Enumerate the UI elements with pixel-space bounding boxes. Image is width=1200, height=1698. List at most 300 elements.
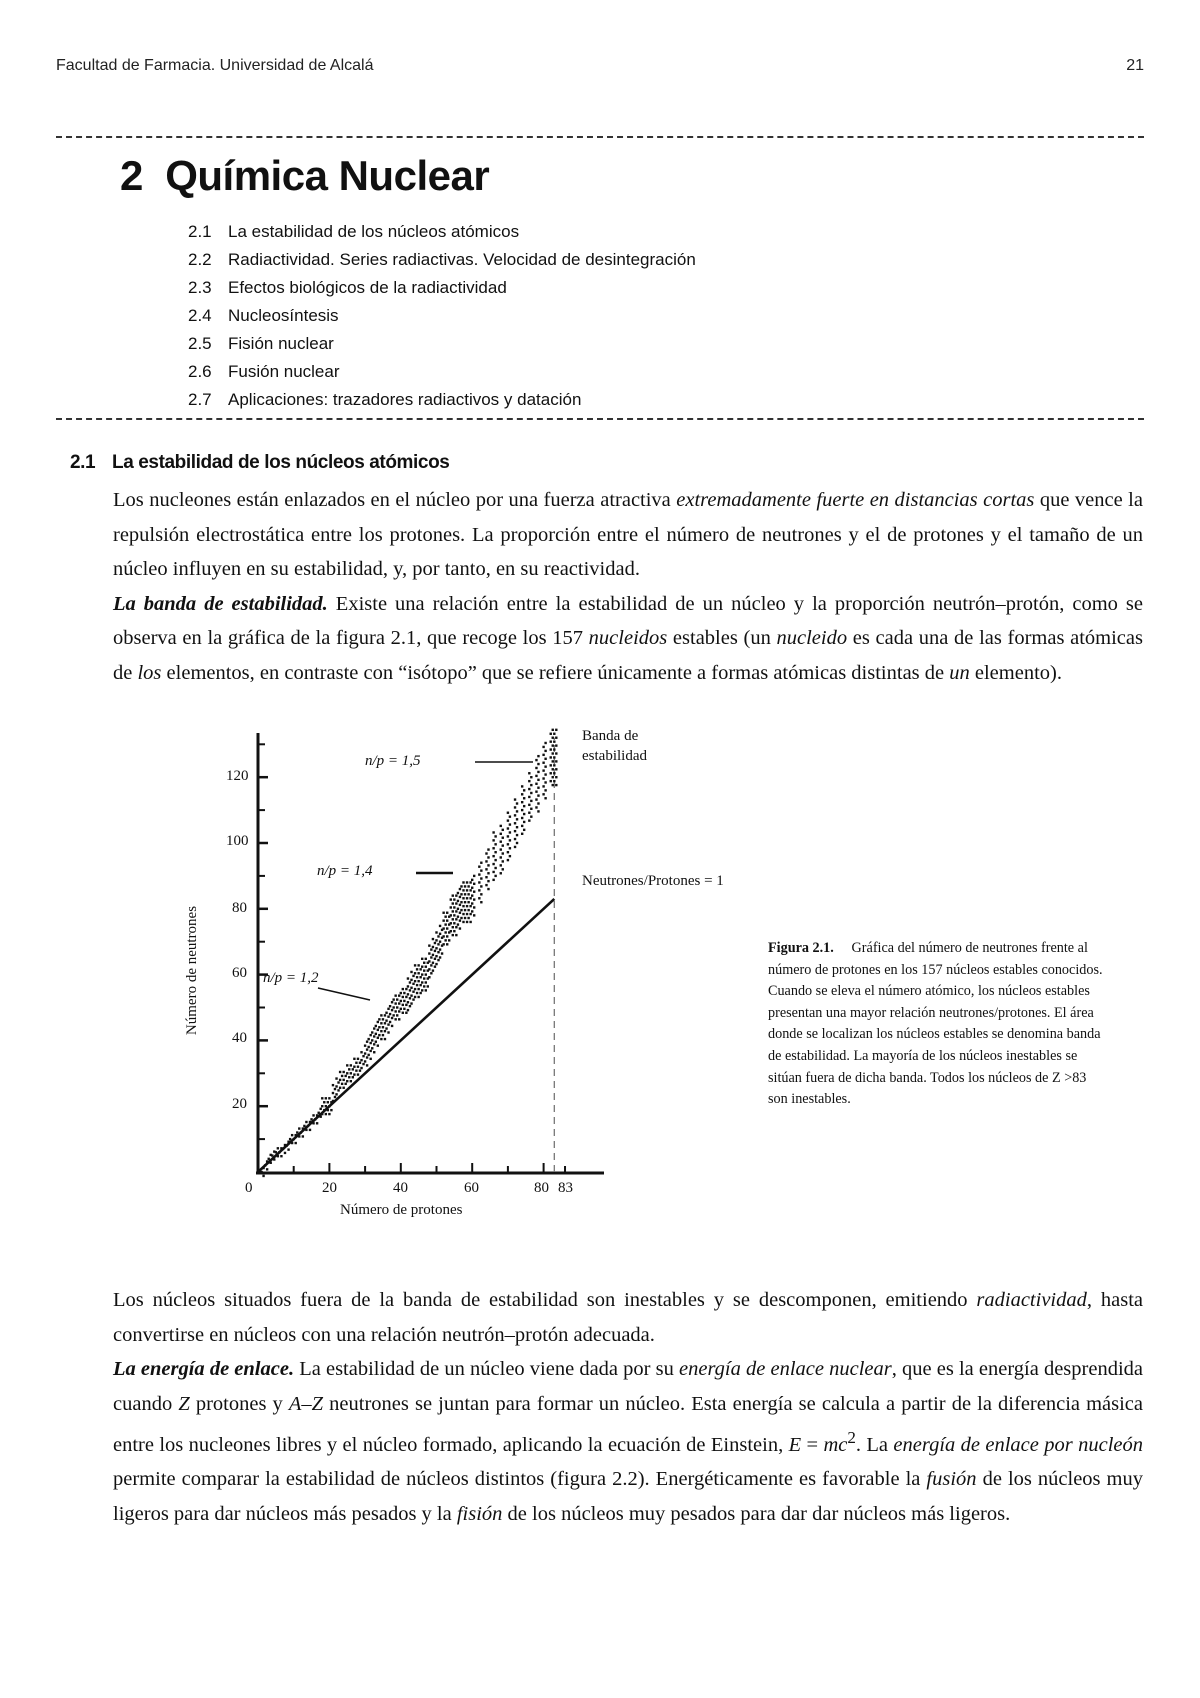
nuclide-point (437, 951, 439, 953)
nuclide-point (521, 817, 523, 819)
nuclide-point (537, 755, 539, 757)
nuclide-point (502, 844, 504, 846)
nuclide-point (523, 813, 525, 815)
nuclide-point (384, 1030, 386, 1032)
nuclide-point (287, 1148, 289, 1150)
nuclide-point (453, 914, 455, 916)
nuclide-point (480, 893, 482, 895)
nuclide-point (327, 1109, 329, 1111)
nuclide-point (444, 931, 446, 933)
nuclide-point (507, 843, 509, 845)
text-run: estables (un (667, 627, 777, 649)
nuclide-point (555, 760, 557, 762)
nuclide-point (469, 921, 471, 923)
paragraph-1 (113, 483, 1143, 587)
nuclide-point (459, 896, 461, 898)
nuclide-point (362, 1055, 364, 1057)
nuclide-point (384, 1022, 386, 1024)
nuclide-point (416, 968, 418, 970)
nuclide-point (462, 913, 464, 915)
nuclide-point (535, 783, 537, 785)
nuclide-point (450, 898, 452, 900)
nuclide-point (282, 1148, 284, 1150)
nuclide-point (467, 893, 469, 895)
nuclide-point (466, 921, 468, 923)
nuclide-point (528, 812, 530, 814)
nuclide-point (502, 868, 504, 870)
nuclide-point (434, 942, 436, 944)
x-tick-label: 0 (245, 1180, 253, 1196)
nuclide-point (394, 1010, 396, 1012)
nuclide-point (550, 748, 552, 750)
nuclide-point (450, 922, 452, 924)
nuclide-point (469, 889, 471, 891)
nuclide-point (377, 1044, 379, 1046)
nuclide-point (385, 1019, 387, 1021)
nuclide-point (391, 1017, 393, 1019)
nuclide-point (355, 1062, 357, 1064)
nuclide-point (442, 935, 444, 937)
nuclide-point (380, 1022, 382, 1024)
nuclide-point (394, 1002, 396, 1004)
nuclide-point (366, 1064, 368, 1066)
nuclide-point (464, 885, 466, 887)
nuclide-point (266, 1160, 268, 1162)
nuclide-point (460, 917, 462, 919)
nuclide-point (369, 1034, 371, 1036)
nuclide-point (335, 1077, 337, 1079)
nuclide-point (516, 818, 518, 820)
nuclide-point (373, 1043, 375, 1045)
toc-item-label: Efectos biológicos de la radiactividad (228, 278, 507, 297)
nuclide-point (530, 776, 532, 778)
nuclide-point (500, 848, 502, 850)
nuclide-point (442, 912, 444, 914)
nuclide-point (262, 1167, 264, 1169)
nuclide-point (410, 1002, 412, 1004)
nuclide-point (542, 777, 544, 779)
text-run: Los núcleos situados fuera de la banda de estabilidad son inestables y se descomponen, emitiendo (113, 1289, 977, 1311)
nuclide-point (419, 976, 421, 978)
nuclide-point (439, 925, 441, 927)
nuclide-point (537, 787, 539, 789)
nuclide-point (460, 909, 462, 911)
nuclide-point (432, 962, 434, 964)
annotation-text: Banda de estabilidad (582, 728, 647, 764)
nuclide-point (444, 915, 446, 917)
nuclide-point (425, 989, 427, 991)
nuclide-point (409, 1005, 411, 1007)
text-run: de los núcleos muy pesados para dar dar núcleos más ligeros. (502, 1502, 1011, 1525)
nuclide-point (535, 806, 537, 808)
nuclide-point (435, 939, 437, 941)
nuclide-point (478, 865, 480, 867)
text-run: , hasta convertirse en núcleos con una relación neutrón–protón adecuada. (113, 1289, 1143, 1346)
toc-item-number: 2.6 (188, 362, 212, 381)
nuclide-point (350, 1072, 352, 1074)
nuclide-point (553, 748, 555, 750)
nuclide-point (367, 1038, 369, 1040)
nuclide-point (462, 889, 464, 891)
nuclide-point (394, 1018, 396, 1020)
nuclide-point (535, 767, 537, 769)
nuclide-point (446, 935, 448, 937)
nuclide-point (516, 802, 518, 804)
nuclide-point (478, 889, 480, 891)
nuclide-point (307, 1125, 309, 1127)
nuclide-point (502, 837, 504, 839)
nuclide-point (380, 1038, 382, 1040)
equation-operator: = (801, 1433, 824, 1456)
nuclide-point (462, 905, 464, 907)
nuclide-point (405, 996, 407, 998)
nuclide-point (377, 1029, 379, 1031)
toc-item[interactable] (188, 358, 696, 386)
nuclide-point (537, 794, 539, 796)
nuclide-point (423, 985, 425, 987)
nuclide-point (412, 991, 414, 993)
nuclide-point (437, 935, 439, 937)
nuclide-point (417, 972, 419, 974)
toc-item-label: Fisión nuclear (228, 334, 334, 353)
nuclide-point (542, 793, 544, 795)
nuclide-point (275, 1151, 277, 1153)
paragraph-4 (113, 1352, 1143, 1531)
nuclide-point (455, 926, 457, 928)
nuclide-point (507, 851, 509, 853)
nuclide-point (325, 1097, 327, 1099)
nuclide-point (419, 968, 421, 970)
nuclide-point (553, 780, 555, 782)
nuclide-point (350, 1080, 352, 1082)
nuclide-point (452, 910, 454, 912)
figure-caption (768, 938, 1108, 1111)
annotation-np-14: n/p = 1,4 (317, 863, 373, 879)
nuclide-point (360, 1051, 362, 1053)
nuclide-point (555, 729, 557, 731)
toc-item[interactable] (188, 246, 696, 274)
nuclide-point (473, 906, 475, 908)
nuclide-point (430, 948, 432, 950)
nuclide-point (378, 1026, 380, 1028)
nuclide-point (460, 885, 462, 887)
nuclide-point (552, 768, 554, 770)
nuclide-point (439, 956, 441, 958)
toc-item[interactable] (188, 274, 696, 302)
toc-item-number: 2.1 (188, 222, 212, 241)
nuclide-point (359, 1062, 361, 1064)
nuclide-point (446, 943, 448, 945)
nuclide-point (407, 993, 409, 995)
nuclide-point (310, 1118, 312, 1120)
nuclide-point (450, 930, 452, 932)
nuclide-point (428, 976, 430, 978)
nuclide-point (473, 875, 475, 877)
nuclide-point (550, 740, 552, 742)
nuclide-point (537, 771, 539, 773)
nuclide-point (552, 744, 554, 746)
nuclide-point (302, 1135, 304, 1137)
nuclide-point (469, 881, 471, 883)
paragraph-lead: La banda de estabilidad. (113, 592, 328, 615)
nuclide-point (550, 764, 552, 766)
nuclide-point (442, 943, 444, 945)
nuclide-point (419, 992, 421, 994)
y-tick-label: 40 (232, 1030, 247, 1046)
nuclide-point (471, 902, 473, 904)
nuclide-point (321, 1113, 323, 1115)
nuclide-point (312, 1114, 314, 1116)
nuclide-point (346, 1072, 348, 1074)
nuclide-point (516, 826, 518, 828)
nuclide-point (552, 737, 554, 739)
toc-divider (56, 418, 1144, 420)
nuclide-point (428, 952, 430, 954)
body-text-top (113, 483, 1143, 690)
nuclide-point (341, 1083, 343, 1085)
nuclide-point (450, 906, 452, 908)
nuclide-point (305, 1129, 307, 1131)
nuclide-point (378, 1018, 380, 1020)
nuclide-point (528, 796, 530, 798)
nuclide-point (509, 823, 511, 825)
x-tick-label: 80 (534, 1180, 549, 1196)
nuclide-point (507, 827, 509, 829)
paragraph-lead: La energía de enlace. (113, 1358, 295, 1380)
y-tick-label: 80 (232, 900, 247, 916)
nuclide-point (375, 1041, 377, 1043)
figure-2-1 (180, 720, 760, 1220)
nuclide-point (452, 926, 454, 928)
nuclide-point (552, 784, 554, 786)
nuclide-point (278, 1151, 280, 1153)
nuclide-point (414, 996, 416, 998)
nuclide-point (327, 1101, 329, 1103)
nuclide-point (414, 980, 416, 982)
chapter-number: 2 (120, 152, 143, 199)
nuclide-point (348, 1068, 350, 1070)
nuclide-point (528, 772, 530, 774)
nuclide-point (391, 1009, 393, 1011)
nuclide-point (492, 863, 494, 865)
text-run-italic: energía de enlace nuclear (679, 1358, 892, 1380)
nuclide-point (389, 1005, 391, 1007)
nuclide-point (509, 847, 511, 849)
nuclide-point (469, 905, 471, 907)
nuclide-point (319, 1108, 321, 1110)
nuclide-point (403, 1000, 405, 1002)
toc-item-label: Fusión nuclear (228, 362, 340, 381)
nuclide-point (542, 762, 544, 764)
nuclide-point (339, 1087, 341, 1089)
nuclide-point (428, 944, 430, 946)
nuclide-point (553, 764, 555, 766)
nuclide-point (369, 1042, 371, 1044)
nuclide-point (446, 927, 448, 929)
nuclide-point (509, 815, 511, 817)
nuclide-point (432, 946, 434, 948)
nuclide-point (521, 825, 523, 827)
nuclide-point (478, 873, 480, 875)
nuclide-point (391, 1025, 393, 1027)
nuclide-point (414, 972, 416, 974)
nuclide-point (507, 812, 509, 814)
nuclide-point (353, 1073, 355, 1075)
nuclide-point (459, 912, 461, 914)
nuclide-point (389, 1021, 391, 1023)
toc-item-number: 2.4 (188, 306, 212, 325)
nuclide-point (407, 1001, 409, 1003)
toc-item[interactable] (188, 386, 696, 414)
nuclide-point (528, 804, 530, 806)
nuclide-point (325, 1105, 327, 1107)
nuclide-point (373, 1051, 375, 1053)
nuclide-point (453, 906, 455, 908)
chapter-toc (188, 218, 696, 414)
nuclide-point (469, 913, 471, 915)
nuclide-point (553, 733, 555, 735)
nuclide-point (302, 1127, 304, 1129)
nuclide-point (416, 992, 418, 994)
nuclide-point (485, 868, 487, 870)
toc-item-number: 2.2 (188, 250, 212, 269)
nuclide-point (375, 1025, 377, 1027)
nuclide-point (309, 1129, 311, 1131)
nuclide-point (432, 954, 434, 956)
nuclide-point (544, 781, 546, 783)
nuclide-point (382, 1018, 384, 1020)
nuclide-point (352, 1076, 354, 1078)
nuclide-point (369, 1058, 371, 1060)
nuclide-point (502, 860, 504, 862)
nuclide-point (328, 1105, 330, 1107)
nuclide-point (446, 912, 448, 914)
y-tick-label: 100 (226, 833, 249, 849)
nuclide-point (553, 740, 555, 742)
nuclide-point (417, 964, 419, 966)
y-tick-label: 20 (232, 1096, 247, 1112)
nuclide-point (544, 758, 546, 760)
nuclide-point (507, 819, 509, 821)
nuclide-point (523, 797, 525, 799)
nuclide-point (398, 1018, 400, 1020)
y-tick-label: 60 (232, 965, 247, 981)
nuclide-point (266, 1168, 268, 1170)
nuclide-point (416, 976, 418, 978)
nuclide-point (425, 973, 427, 975)
nuclide-point (462, 881, 464, 883)
nuclide-point (492, 855, 494, 857)
nuclide-point (500, 840, 502, 842)
nuclide-point (342, 1079, 344, 1081)
nuclide-point (391, 1001, 393, 1003)
nuclide-point (271, 1154, 273, 1156)
nuclide-point (434, 950, 436, 952)
nuclide-point (339, 1071, 341, 1073)
nuclide-point (430, 972, 432, 974)
nuclide-point (346, 1064, 348, 1066)
nuclide-point (357, 1073, 359, 1075)
toc-item[interactable] (188, 302, 696, 330)
nuclide-point (544, 773, 546, 775)
nuclide-point (435, 947, 437, 949)
nuclide-point (400, 1000, 402, 1002)
nuclide-point (457, 908, 459, 910)
nuclide-point (516, 810, 518, 812)
nuclide-point (353, 1058, 355, 1060)
nuclide-point (550, 772, 552, 774)
nuclide-point (344, 1075, 346, 1077)
equation-variable: mc (823, 1433, 848, 1456)
nuclide-point (435, 955, 437, 957)
text-run-italic: fusión (926, 1468, 977, 1491)
nuclide-point (387, 1031, 389, 1033)
nuclide-point (492, 879, 494, 881)
nuclide-point (464, 901, 466, 903)
nuclide-point (485, 884, 487, 886)
nuclide-point (417, 980, 419, 982)
nuclide-point (521, 793, 523, 795)
nuclide-point (409, 997, 411, 999)
nuclide-point (285, 1144, 287, 1146)
nuclide-point (382, 1034, 384, 1036)
nuclide-point (367, 1054, 369, 1056)
nuclide-point (502, 829, 504, 831)
text-run-italic: los (137, 661, 162, 684)
nuclide-point (289, 1138, 291, 1140)
nuclide-point (466, 889, 468, 891)
toc-item-number: 2.5 (188, 334, 212, 353)
nuclide-point (500, 833, 502, 835)
nuclide-point (417, 996, 419, 998)
nuclide-point (321, 1105, 323, 1107)
nuclide-point (367, 1046, 369, 1048)
nuclide-point (373, 1027, 375, 1029)
nuclide-point (384, 1014, 386, 1016)
toc-item-label: Radiactividad. Series radiactivas. Velocidad de desintegración (228, 250, 696, 269)
nuclide-point (462, 897, 464, 899)
nuclide-point (480, 862, 482, 864)
nuclide-point (544, 750, 546, 752)
nuclide-point (500, 872, 502, 874)
nuclide-point (507, 835, 509, 837)
nuclide-point (417, 988, 419, 990)
nuclide-point (459, 888, 461, 890)
nuclide-point (385, 1012, 387, 1014)
nuclide-point (487, 880, 489, 882)
toc-item[interactable] (188, 330, 696, 358)
text-run-italic: extremadamente fuerte en distancias cortas (676, 489, 1035, 511)
nuclide-point (535, 775, 537, 777)
nuclide-point (421, 958, 423, 960)
nuclide-point (535, 759, 537, 761)
nuclide-point (407, 1009, 409, 1011)
text-run: , que es la energía desprendida cuando (113, 1358, 1143, 1415)
text-run: Existe una relación entre la estabilidad de un núcleo y la proporción neutrón–protón, como se observa en la gráfica de la figura 2.1, que recoge los 157 (113, 592, 1143, 649)
toc-item[interactable] (188, 218, 696, 246)
nuclide-point (521, 809, 523, 811)
nuclide-point (528, 819, 530, 821)
nuclide-point (378, 1034, 380, 1036)
annotation-banda-estabilidad (582, 726, 692, 766)
equation-exponent: 2 (847, 1428, 856, 1447)
nuclide-point (264, 1164, 266, 1166)
nuclide-point (298, 1135, 300, 1137)
nuclide-point (452, 918, 454, 920)
nuclide-point (369, 1050, 371, 1052)
nuclide-point (455, 894, 457, 896)
nuclide-point (514, 806, 516, 808)
